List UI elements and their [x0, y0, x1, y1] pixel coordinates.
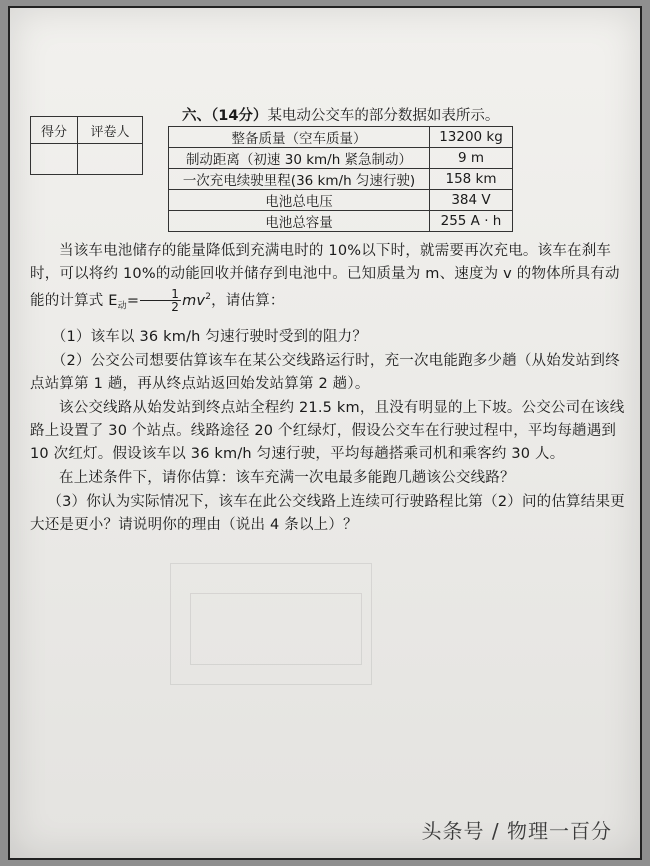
section-number: 六、: [182, 108, 211, 124]
section-points: （14分）: [211, 108, 268, 124]
table-key: 电池总电压: [169, 190, 430, 211]
fraction-denominator: 2: [171, 300, 180, 315]
question-1: （1）该车以 36 km/h 匀速行驶时受到的阻力？: [51, 329, 368, 345]
section-title: [182, 104, 499, 125]
intro-text: 当该车电池储存的能量降低到充满电时的 10%以下时，就需要再次充电。该车在刹车时，可以将约 10%的动能回收并储存到电池中。已知质量为 m、速度为 v 的物体所具有动能的计算式 E: [30, 243, 620, 309]
bus-data-table: [168, 126, 513, 232]
score-cell: [31, 144, 78, 175]
question-2-ask: 在上述条件下，请你估算：该车充满一次电最多能跑几趟该公交线路？: [59, 470, 515, 486]
table-value: 9 m: [430, 148, 513, 169]
table-key: 电池总容量: [169, 211, 430, 232]
grader-cell: [78, 144, 143, 175]
score-box: [30, 116, 143, 175]
mv-term: mv: [182, 292, 206, 309]
table-row: [169, 127, 513, 148]
half-fraction: [140, 288, 181, 313]
fraction-numerator: 1: [140, 288, 181, 301]
table-key: 一次充电续驶里程(36 km/h 匀速行驶): [169, 169, 430, 190]
table-row: [169, 211, 513, 232]
score-label: 得分: [31, 117, 78, 144]
table-value: 158 km: [430, 169, 513, 190]
intro-paragraph: [30, 240, 626, 319]
grader-label: 评卷人: [78, 117, 143, 144]
table-value: 384 V: [430, 190, 513, 211]
table-key: 制动距离（初速 30 km/h 紧急制动）: [169, 148, 430, 169]
intro-end: ，请估算：: [211, 292, 285, 309]
question-2: （2）公交公司想要估算该车在某公交线路运行时，充一次电能跑多少趟（从始发站到终点站算第 1 趟，再从终点站返回始发站算第 2 趟）。: [30, 353, 620, 392]
table-row: [169, 169, 513, 190]
question-2-detail: 该公交线路从始发站到终点站全程约 21.5 km，且没有明显的上下坡。公交公司在该线路上设置了 30 个站点。线路途径 20 个红绿灯，假设公交车在行驶过程中，平均每趟遇到 10 次红灯。假设该车以 36 km/h 匀速行驶，平均每趟搭乘司机和乘客约 30 人。: [30, 400, 625, 462]
section-intro: 某电动公交车的部分数据如表所示。: [267, 108, 500, 124]
table-value: 13200 kg: [430, 127, 513, 148]
table-row: [169, 148, 513, 169]
question-3: （3）你认为实际情况下，该车在此公交线路上连续可行驶路程比第（2）问的估算结果更大还是更小？请说明你的理由（说出 4 条以上）？: [30, 494, 625, 533]
equals-sign: =: [126, 292, 140, 309]
square-superscript: 2: [205, 292, 212, 302]
table-key: 整备质量（空车质量）: [169, 127, 430, 148]
table-value: 255 A · h: [430, 211, 513, 232]
table-row: [169, 190, 513, 211]
exam-page: [8, 6, 642, 860]
bleed-through-mark: [190, 593, 362, 665]
watermark: 头条号 / 物理一百分: [421, 819, 612, 843]
ek-subscript: 动: [117, 301, 127, 312]
